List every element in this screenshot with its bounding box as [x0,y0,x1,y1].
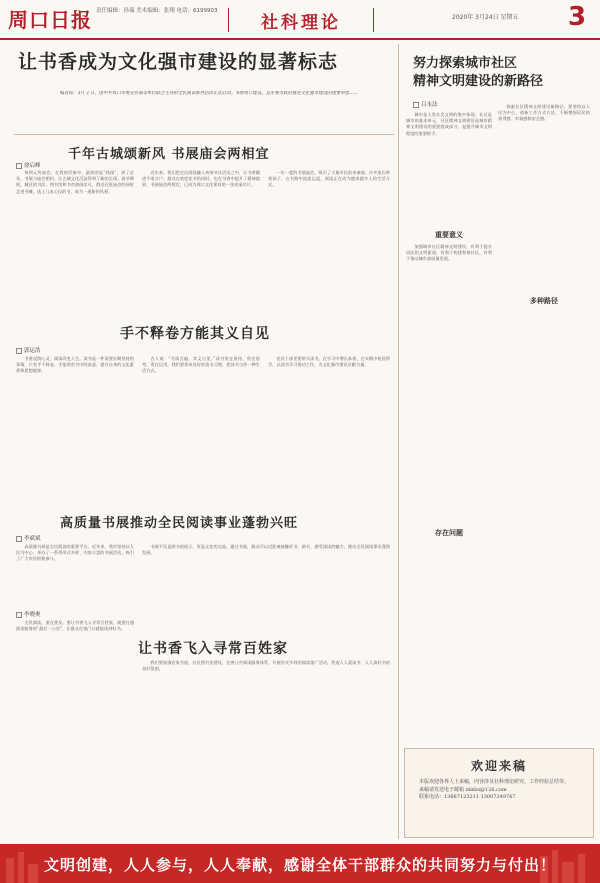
submission-phone: 联系电话：13667123211 13007249767 [419,794,516,800]
right-subhead-2: 多种路径 [530,296,558,305]
section-2-author: 郭运浩 [16,346,41,354]
section-1-author: 徐启峰 [16,161,41,169]
paragraph: 每到元宵庙会，在我的印象中，最浓的是“热闹”，到了近年，书展与庙会相约，让古城文化沉淀得到了新的呈现。春节期间，城区的书店、图书馆和书市热闹非凡，群众在逛庙会的同时走进书摊，选上几本心仪的书，成为一道新的风景。 [16,170,134,194]
submission-title: 欢迎来稿 [470,759,527,773]
section-1-title: 千年古城颂新风 书展庙会两相宜 [68,147,270,162]
paragraph: 探索社区精神文明建设新路径，要坚持以人民为中心，创新工作方式方法，不断增强居民的获得感、幸福感和安全感。 [498,104,590,122]
right-title-line-1: 努力探索城市社区 [413,56,518,71]
section-title: 社科理论 [228,8,374,32]
section-2-title: 手不释卷方能其义自见 [120,326,270,342]
main-headline: 让书香成为文化强市建设的显著标志 [18,51,339,73]
issue-date: 2020年 3月24日 星期五 [452,14,519,21]
section-3-column-1 [16,544,134,600]
divider [14,134,394,135]
section-4-column-1 [16,620,134,840]
right-column-2 [406,244,492,514]
section-2-column-3 [268,356,390,506]
right-article-author: 吕永法 [413,100,438,108]
right-subhead-1: 重要意义 [435,230,463,239]
right-column-3 [498,104,590,289]
right-article-title [413,55,593,91]
page-number: 3 [568,2,587,32]
paragraph: 书香浸润心灵，阅读改变人生。读书是一件需要长期坚持的事情，只有手不释卷，才能领会书中的真意，提升自身的文化素养和思想境界。 [16,356,134,374]
footer-slogan: 文明创建，人人参与，人人奉献，感谢全体干部群众的共同努力与付出！ [43,856,556,874]
paragraph: 高质量书展是全民阅读的重要平台。近年来，我市坚持以人民为中心，举办了一系列形式多样、内容丰富的书展活动，吸引了广大市民积极参与。 [16,544,134,562]
paragraph: 我们要加强农家书屋、社区图书室建设，完善公共阅读服务体系，开展形式多样的阅读推广活动，营造人人爱读书、人人读好书的良好氛围。 [142,660,390,672]
paragraph: 一年一度的书展庙会，吸引了大量市民前来参观。许多家长带着孩子，在书海中流连忘返，阅读正在成为越来越多人的生活方式。 [268,170,390,188]
submission-notice [404,748,594,838]
section-2-column-2 [142,356,260,506]
section-4-title: 让书香飞入寻常百姓家 [138,641,288,657]
editor-info: 责任编辑：孙瑞 美术编辑：张翔 电话：6199903 [96,8,218,14]
paragraph: 加强城市社区精神文明建设，有利于提升居民的文明素质，有利于构建和谐社区，有利于推动城市高质量发展。 [406,244,492,262]
newspaper-logo: 周口日报 [8,8,92,32]
paragraph: 全民阅读，重在普及。要让书香飞入寻常百姓家，就要打通阅读服务的“最后一公里”，让群众在家门口就能读到好书。 [16,620,134,632]
editor-note [60,91,390,131]
section-1-column-1 [16,170,134,320]
section-4-author: 李晓奥 [16,610,41,618]
section-2-column-1 [16,356,134,506]
section-1-column-2 [142,170,260,320]
column-divider [398,44,399,839]
section-3-column-2 [142,544,390,600]
paragraph: 党员干部更要带头读书，在学习中增长本领，在实践中检验所学，以读书学习推动工作，为文化强市建设贡献力量。 [268,356,390,368]
right-title-line-2: 精神文明建设的新路径 [413,74,544,89]
section-3-author: 李斌斌 [16,534,41,542]
right-subhead-3: 存在问题 [435,528,463,537]
paragraph: 近年来，我们把全民阅读融入传统节庆活动之中，让书香飘进千家万户。群众在欢度佳节的同时，也在书香中提升了精神境界，书展庙会两相宜，已成为周口文化建设的一张亮丽名片。 [142,170,260,188]
section-3-title: 高质量书展推动全民阅读事业蓬勃兴旺 [60,516,299,531]
footer-banner [0,844,600,883]
masthead [0,0,600,40]
paragraph: 城市是人类社会文明的集中体现。社区是城市的基本单元，社区精神文明建设是城市精神文明建设的重要组成部分，是提升城市文明程度的重要抓手。 [406,112,492,136]
editor-note-text: 编者按：3月 2 日，由中共周口市委宣传部等单位联合主办的全民阅读系列活动正式启动。书香周口建设，是市委市政府推进文化强市建设的重要举措…… [60,91,359,96]
right-column-1 [406,112,492,222]
submission-email: 来稿请发送电子邮箱 zkkbs@126.com [419,786,507,793]
submission-line: 本版欢迎各界人士来稿，内容涉及社科理论研究、工作经验总结等。 [419,779,570,785]
section-1-column-3 [268,170,390,320]
submission-body [419,779,585,802]
paragraph: 古人说：“书读百遍，其义自见。”读书贵在坚持，贵在思考，贵在运用。我们要养成良好的读书习惯，把读书当作一种生活方式。 [142,356,260,374]
section-4-column-2 [142,660,390,840]
paragraph: 书展不仅是图书的展示，更是文化的交流。通过书展，群众可以近距离接触好书、新书，感受阅读的魅力，推动全民阅读事业蓬勃发展。 [142,544,390,556]
